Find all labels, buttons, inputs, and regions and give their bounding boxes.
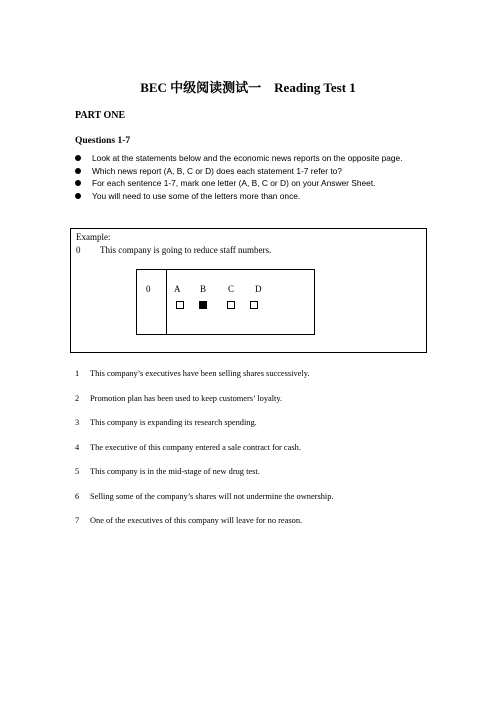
statement-item bbox=[75, 418, 334, 443]
statement-text: The executive of this company entered a sale contract for cash. bbox=[90, 442, 301, 452]
example-statement: This company is going to reduce staff numbers. bbox=[100, 245, 272, 255]
instruction-text: Look at the statements below and the economic news reports on the opposite page. bbox=[92, 153, 403, 163]
bullet-icon bbox=[75, 193, 81, 199]
statement-number: 1 bbox=[75, 369, 80, 378]
option-letter-c: C bbox=[228, 284, 235, 294]
statement-item bbox=[75, 516, 334, 541]
bullet-icon bbox=[75, 155, 81, 161]
option-box-c[interactable] bbox=[227, 301, 235, 309]
statement-item bbox=[75, 467, 334, 492]
statement-item bbox=[75, 492, 334, 517]
example-label: Example: bbox=[76, 232, 111, 242]
instruction-item bbox=[75, 152, 421, 165]
instruction-item bbox=[75, 177, 421, 190]
statement-item bbox=[75, 369, 334, 394]
option-box-d[interactable] bbox=[250, 301, 258, 309]
option-letter-b: B bbox=[200, 284, 207, 294]
option-letter-d: D bbox=[255, 284, 262, 294]
statement-number: 7 bbox=[75, 516, 80, 525]
statement-number: 3 bbox=[75, 418, 80, 427]
part-heading: PART ONE bbox=[75, 110, 126, 121]
example-answer-grid bbox=[136, 269, 315, 335]
statement-number: 4 bbox=[75, 442, 80, 452]
instruction-text: You will need to use some of the letters more than once. bbox=[92, 190, 301, 201]
statements-list bbox=[75, 369, 334, 541]
bullet-icon bbox=[75, 168, 81, 174]
option-box-b[interactable] bbox=[199, 301, 207, 309]
statement-number: 6 bbox=[75, 491, 80, 501]
instruction-item bbox=[75, 190, 421, 203]
statement-text: Selling some of the company’s shares will not undermine the ownership. bbox=[90, 491, 334, 501]
statement-text: This company is expanding its research spending. bbox=[90, 418, 257, 427]
bullet-icon bbox=[75, 180, 81, 186]
example-statement-line bbox=[76, 245, 271, 255]
option-box-a[interactable] bbox=[176, 301, 184, 309]
statement-text: Promotion plan has been used to keep customers’ loyalty. bbox=[90, 393, 283, 403]
instruction-text: For each sentence 1-7, mark one letter (A, B, C or D) on your Answer Sheet. bbox=[92, 178, 376, 189]
statement-item bbox=[75, 443, 334, 468]
example-box bbox=[70, 228, 427, 353]
instructions-list bbox=[75, 152, 421, 202]
statement-text: One of the executives of this company will leave for no reason. bbox=[90, 516, 303, 525]
answer-number: 0 bbox=[146, 284, 151, 294]
instruction-text: Which news report (A, B, C or D) does each statement 1-7 refer to? bbox=[92, 165, 342, 176]
example-number: 0 bbox=[76, 245, 81, 255]
option-letter-a: A bbox=[174, 284, 181, 294]
instruction-item bbox=[75, 165, 421, 178]
statement-number: 2 bbox=[75, 393, 80, 403]
questions-heading: Questions 1-7 bbox=[75, 136, 131, 146]
answer-divider bbox=[166, 270, 167, 334]
statement-text: This company is in the mid-stage of new drug test. bbox=[90, 467, 260, 476]
statement-text: This company’s executives have been selling shares successively. bbox=[90, 369, 310, 378]
statement-number: 5 bbox=[75, 467, 80, 476]
page-title: BEC 中级阅读测试一 Reading Test 1 bbox=[140, 80, 356, 95]
statement-item bbox=[75, 394, 334, 419]
